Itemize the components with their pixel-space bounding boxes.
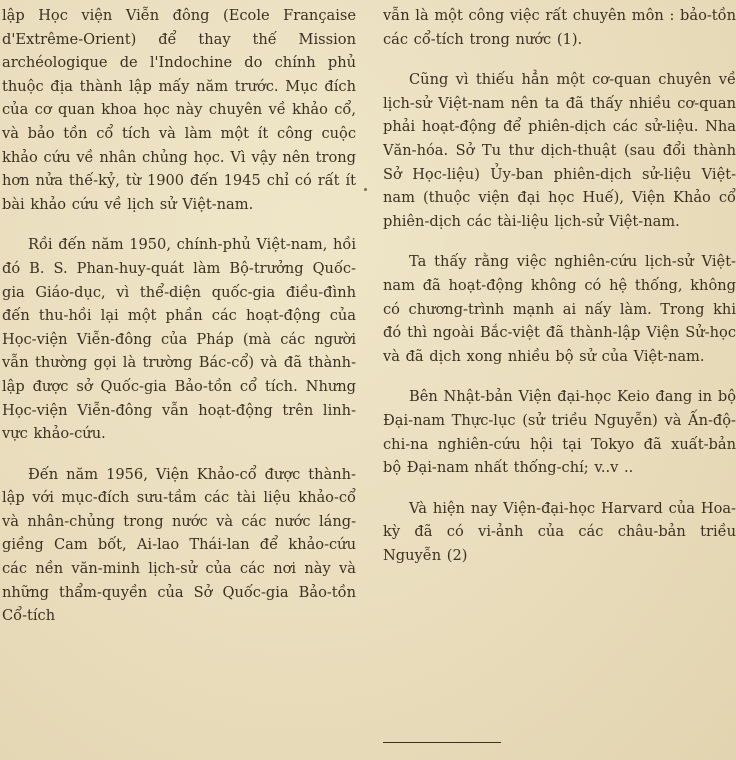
paragraph: Và hiện nay Viện-đại-học Harvard của Hoa-kỳ đã có vi-ảnh của các châu-bản triều Nguyễn (2)	[383, 499, 736, 564]
print-speck	[364, 188, 367, 191]
paragraph: vẫn là một công việc rất chuyên môn : bảo-tồn các cổ-tích trong nước (1).	[383, 7, 736, 48]
footnote-divider	[383, 742, 501, 743]
paragraph: Ta thấy rằng việc nghiên-cứu lịch-sử Việt-nam đã hoạt-động không có hệ thống, không có chương-trình mạnh ai nấy làm. Trong khi đó thì ngoài Bắc-việt đã thành-lập Viện Sử-học và đã dịch xong nhiều bộ sử của Việt-nam.	[383, 253, 736, 365]
paragraph: Bên Nhật-bản Viện đại-học Keio đang in bộ Đại-nam Thực-lục (sử triều Nguyễn) và Ấn-độ-chi-na nghiên-cứu hội tại Tokyo đã xuất-bản bộ Đại-nam nhất thống-chí; v..v ..	[383, 388, 736, 477]
paragraph: Cũng vì thiếu hẳn một cơ-quan chuyên về lịch-sử Việt-nam nên ta đã thấy nhiều cơ-quan phải hoạt-động để phiên-dịch các sử-liệu. Nha Văn-hóa. Sở Tu thư dịch-thuật (sau đổi thành Sở Học-liệu) Ủy-ban phiên-dịch sử-liệu Việt-nam (thuộc viện đại học Huế), Viện Khảo cổ phiên-dịch các tài-liệu lịch-sử Việt-nam.	[383, 71, 736, 230]
paragraph: Đến năm 1956, Viện Khảo-cổ được thành-lập với mục-đích sưu-tầm các tài liệu khảo-cổ và nhân-chủng trong nước và các nước láng-giềng Cam bốt, Ai-lao Thái-lan để khảo-cứu các nền văn-minh lịch-sử của các nơi này và những thẩm-quyền của Sở Quốc-gia Bảo-tồn Cổ-tích	[2, 465, 356, 625]
paragraph: lập Học viện Viễn đông (Ecole Française d'Extrême-Orient) để thay thế Mission archéologique de l'Indochine do chính phủ thuộc địa thành lập mấy năm trước. Mục đích của cơ quan khoa học này chuyên về khảo cổ, và bảo tồn cổ tích và làm một ít công cuộc khảo cứu về nhân chủng học. Vì vậy nên trong hơn nửa thế-kỷ, từ 1900 đến 1945 chỉ có rất ít bài khảo cứu về lịch sử Việt-nam.	[2, 7, 356, 213]
left-column	[0, 0, 358, 628]
right-column	[383, 0, 736, 567]
paragraph: Rồi đến năm 1950, chính-phủ Việt-nam, hồi đó B. S. Phan-huy-quát làm Bộ-trưởng Quốc-gia Giáo-dục, vì thể-diện quốc-gia điều-đình đến thu-hồi lại một phần các hoạt-động của Học-viện Viễn-đông của Pháp (mà các người vẫn thường gọi là trường Bác-cổ) và đã thành-lập được sở Quốc-gia Bảo-tồn cổ tích. Nhưng Học-viện Viễn-đông vẫn hoạt-động trên linh-vực khảo-cứu.	[2, 236, 356, 443]
